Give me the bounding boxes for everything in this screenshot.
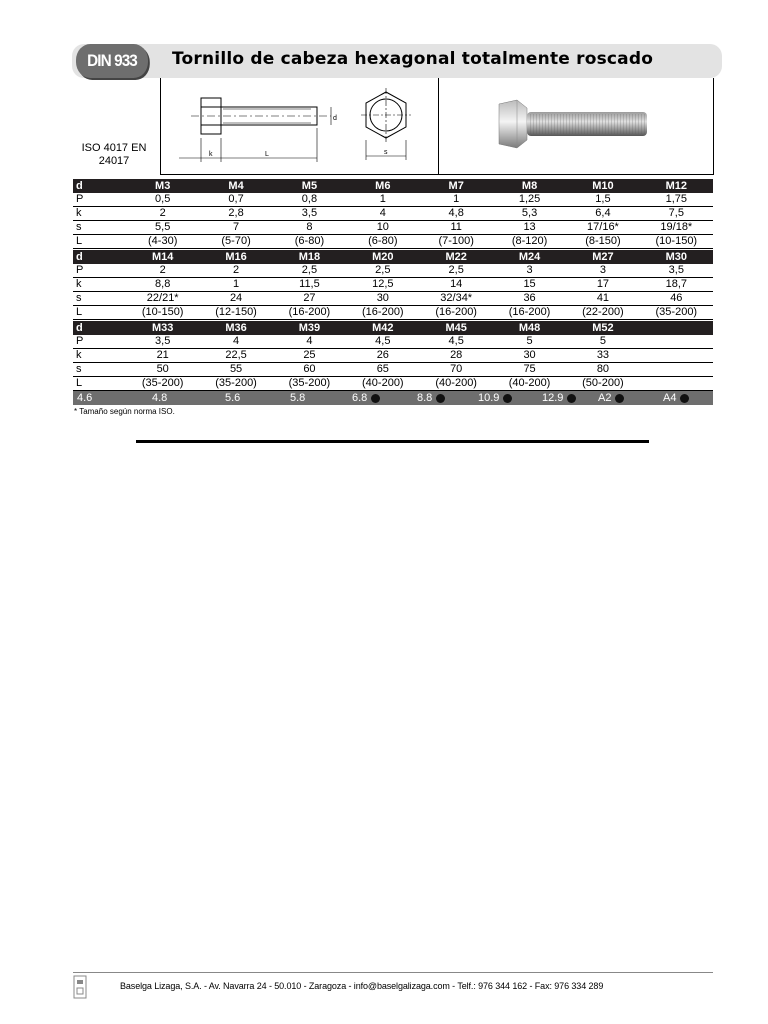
table-cell: 2,5: [420, 264, 493, 278]
iso-line2: 24017: [98, 155, 130, 167]
grade-label: 8.8: [417, 392, 433, 404]
available-dot-icon: [436, 394, 445, 403]
table-cell: 5,3: [493, 207, 566, 221]
table-row: [73, 278, 713, 292]
table-cell: 1: [199, 278, 272, 292]
table-cell: (10-150): [640, 235, 713, 249]
table-cell: 50: [126, 363, 199, 377]
table-cell: (40-200): [420, 377, 493, 391]
table-cell: (4-30): [126, 235, 199, 249]
grade-label: 12.9: [542, 392, 564, 404]
grade-label: 5.6: [225, 392, 241, 404]
table-cell: 4: [199, 335, 272, 349]
table-cell: M45: [420, 321, 493, 335]
table-cell: 1,5: [566, 193, 639, 207]
table-row: [73, 193, 713, 207]
row-label: s: [73, 221, 126, 235]
table-header-row: [73, 250, 713, 264]
table-cell: 46: [640, 292, 713, 306]
table-row: [73, 264, 713, 278]
table-cell: 11: [420, 221, 493, 235]
grade-a2: [598, 391, 624, 405]
strength-grades-bar: [73, 391, 713, 405]
available-dot-icon: [615, 394, 624, 403]
row-label: s: [73, 363, 126, 377]
table-cell: 2,8: [199, 207, 272, 221]
table-cell: (35-200): [199, 377, 272, 391]
table-cell: (16-200): [273, 306, 346, 320]
grade-12-9: [542, 391, 576, 405]
table-cell: [640, 321, 713, 335]
row-label: L: [73, 306, 126, 320]
table-cell: M10: [566, 179, 639, 193]
grade-a4: [663, 391, 689, 405]
row-label: k: [73, 278, 126, 292]
table-cell: 8: [273, 221, 346, 235]
table-cell: 8,8: [126, 278, 199, 292]
table-cell: 36: [493, 292, 566, 306]
page-title: Tornillo de cabeza hexagonal totalmente roscado: [172, 49, 654, 69]
available-dot-icon: [567, 394, 576, 403]
table-cell: 18,7: [640, 278, 713, 292]
row-label: d: [73, 321, 126, 335]
available-dot-icon: [680, 394, 689, 403]
table-cell: (8-120): [493, 235, 566, 249]
table-row: [73, 221, 713, 235]
table-cell: 6,4: [566, 207, 639, 221]
company-logo-icon: [73, 974, 87, 1000]
table-cell: 2,5: [346, 264, 419, 278]
table-cell: (5-70): [199, 235, 272, 249]
dimension-table-2: [73, 250, 713, 320]
table-cell: M6: [346, 179, 419, 193]
table-cell: (16-200): [346, 306, 419, 320]
table-cell: 0,8: [273, 193, 346, 207]
table-cell: 21: [126, 349, 199, 363]
table-cell: M36: [199, 321, 272, 335]
grade-4-6: [77, 391, 92, 405]
table-row: [73, 349, 713, 363]
table-cell: 1,25: [493, 193, 566, 207]
table-cell: M27: [566, 250, 639, 264]
table-cell: (35-200): [126, 377, 199, 391]
table-cell: (40-200): [493, 377, 566, 391]
table-cell: (50-200): [566, 377, 639, 391]
table-cell: 13: [493, 221, 566, 235]
table-row: [73, 306, 713, 320]
divider-rule: [136, 440, 649, 443]
table-cell: (40-200): [346, 377, 419, 391]
table-row: [73, 207, 713, 221]
table-cell: 0,7: [199, 193, 272, 207]
table-cell: [640, 349, 713, 363]
table-cell: 4,5: [346, 335, 419, 349]
bolt-drawing: [161, 78, 438, 174]
dim-label-L: L: [265, 151, 269, 158]
dim-label-d: d: [333, 115, 337, 122]
table-cell: 70: [420, 363, 493, 377]
dim-label-s: s: [384, 149, 388, 156]
footer-contact: Baselga Lizaga, S.A. - Av. Navarra 24 - 50.010 - Zaragoza - info@baselgalizaga.com - Telf.: 976 344 162 - Fax: 976 334 289: [120, 981, 604, 991]
row-label: P: [73, 335, 126, 349]
iso-reference: [74, 142, 154, 168]
table-cell: M18: [273, 250, 346, 264]
grade-5-6: [225, 391, 240, 405]
table-cell: 3: [566, 264, 639, 278]
footnote: * Tamaño según norma ISO.: [74, 407, 175, 416]
row-label: P: [73, 193, 126, 207]
table-cell: 2: [126, 207, 199, 221]
table-cell: (16-200): [420, 306, 493, 320]
table-cell: M12: [640, 179, 713, 193]
table-cell: 60: [273, 363, 346, 377]
table-cell: 11,5: [273, 278, 346, 292]
table-cell: 32/34*: [420, 292, 493, 306]
technical-drawing-box: [160, 78, 439, 175]
table-cell: 3,5: [126, 335, 199, 349]
table-cell: (7-100): [420, 235, 493, 249]
table-cell: 7: [199, 221, 272, 235]
table-cell: 3: [493, 264, 566, 278]
grade-6-8: [352, 391, 380, 405]
available-dot-icon: [503, 394, 512, 403]
table-cell: (10-150): [126, 306, 199, 320]
row-label: k: [73, 349, 126, 363]
table-cell: (22-200): [566, 306, 639, 320]
table-cell: (12-150): [199, 306, 272, 320]
row-label: P: [73, 264, 126, 278]
row-label: L: [73, 377, 126, 391]
row-label: L: [73, 235, 126, 249]
table-cell: 28: [420, 349, 493, 363]
table-cell: (35-200): [273, 377, 346, 391]
table-cell: 22,5: [199, 349, 272, 363]
table-cell: M5: [273, 179, 346, 193]
table-row: [73, 292, 713, 306]
table-cell: 24: [199, 292, 272, 306]
table-cell: 2: [126, 264, 199, 278]
grade-label: 4.8: [152, 392, 168, 404]
table-cell: 27: [273, 292, 346, 306]
table-cell: M42: [346, 321, 419, 335]
din-badge: DIN 933: [76, 44, 148, 78]
table-cell: 4: [273, 335, 346, 349]
table-cell: 33: [566, 349, 639, 363]
dimension-table-1: [73, 179, 713, 249]
table-cell: 5,5: [126, 221, 199, 235]
table-cell: 30: [493, 349, 566, 363]
table-cell: 17: [566, 278, 639, 292]
row-label: d: [73, 250, 126, 264]
table-row: [73, 335, 713, 349]
table-cell: M14: [126, 250, 199, 264]
grade-label: 4.6: [77, 392, 93, 404]
table-cell: M4: [199, 179, 272, 193]
table-cell: 30: [346, 292, 419, 306]
table-cell: M39: [273, 321, 346, 335]
table-cell: 25: [273, 349, 346, 363]
row-label: d: [73, 179, 126, 193]
grade-label: A2: [598, 392, 612, 404]
dimension-table-3: [73, 321, 713, 391]
table-cell: 3,5: [273, 207, 346, 221]
footer-divider: [73, 972, 713, 973]
table-cell: M8: [493, 179, 566, 193]
available-dot-icon: [371, 394, 380, 403]
grade-label: 10.9: [478, 392, 500, 404]
table-cell: 80: [566, 363, 639, 377]
table-cell: 4,5: [420, 335, 493, 349]
table-cell: 75: [493, 363, 566, 377]
table-cell: 5: [493, 335, 566, 349]
table-cell: (6-80): [273, 235, 346, 249]
photo-box: [437, 78, 714, 175]
grade-label: A4: [663, 392, 677, 404]
grade-10-9: [478, 391, 512, 405]
grade-8-8: [417, 391, 445, 405]
table-cell: 19/18*: [640, 221, 713, 235]
table-cell: 1: [346, 193, 419, 207]
table-cell: 41: [566, 292, 639, 306]
table-cell: 12,5: [346, 278, 419, 292]
table-cell: (16-200): [493, 306, 566, 320]
table-cell: 0,5: [126, 193, 199, 207]
table-cell: 10: [346, 221, 419, 235]
table-cell: [640, 377, 713, 391]
table-cell: 7,5: [640, 207, 713, 221]
table-cell: M24: [493, 250, 566, 264]
row-label: k: [73, 207, 126, 221]
table-row: [73, 235, 713, 249]
table-row: [73, 363, 713, 377]
table-cell: M33: [126, 321, 199, 335]
table-cell: [640, 363, 713, 377]
table-row: [73, 377, 713, 391]
table-cell: 15: [493, 278, 566, 292]
row-label: s: [73, 292, 126, 306]
table-cell: (8-150): [566, 235, 639, 249]
table-cell: (6-80): [346, 235, 419, 249]
table-cell: (35-200): [640, 306, 713, 320]
table-cell: 2: [199, 264, 272, 278]
table-cell: 4,8: [420, 207, 493, 221]
table-cell: M22: [420, 250, 493, 264]
table-cell: M52: [566, 321, 639, 335]
table-header-row: [73, 179, 713, 193]
table-cell: 14: [420, 278, 493, 292]
table-cell: 5: [566, 335, 639, 349]
grade-5-8: [290, 391, 305, 405]
grade-4-8: [152, 391, 167, 405]
dim-label-k: k: [209, 151, 213, 158]
table-cell: M30: [640, 250, 713, 264]
table-cell: 65: [346, 363, 419, 377]
table-cell: 26: [346, 349, 419, 363]
table-cell: M16: [199, 250, 272, 264]
table-cell: 1,75: [640, 193, 713, 207]
table-cell: M48: [493, 321, 566, 335]
table-cell: 17/16*: [566, 221, 639, 235]
table-cell: M20: [346, 250, 419, 264]
iso-line1: ISO 4017 EN: [81, 142, 147, 154]
table-cell: 2,5: [273, 264, 346, 278]
table-cell: [640, 335, 713, 349]
table-cell: 22/21*: [126, 292, 199, 306]
table-cell: 3,5: [640, 264, 713, 278]
grade-label: 5.8: [290, 392, 306, 404]
grade-label: 6.8: [352, 392, 368, 404]
table-header-row: [73, 321, 713, 335]
table-cell: 1: [420, 193, 493, 207]
table-cell: 4: [346, 207, 419, 221]
table-cell: M3: [126, 179, 199, 193]
bolt-photo: [437, 78, 713, 174]
table-cell: M7: [420, 179, 493, 193]
table-cell: 55: [199, 363, 272, 377]
